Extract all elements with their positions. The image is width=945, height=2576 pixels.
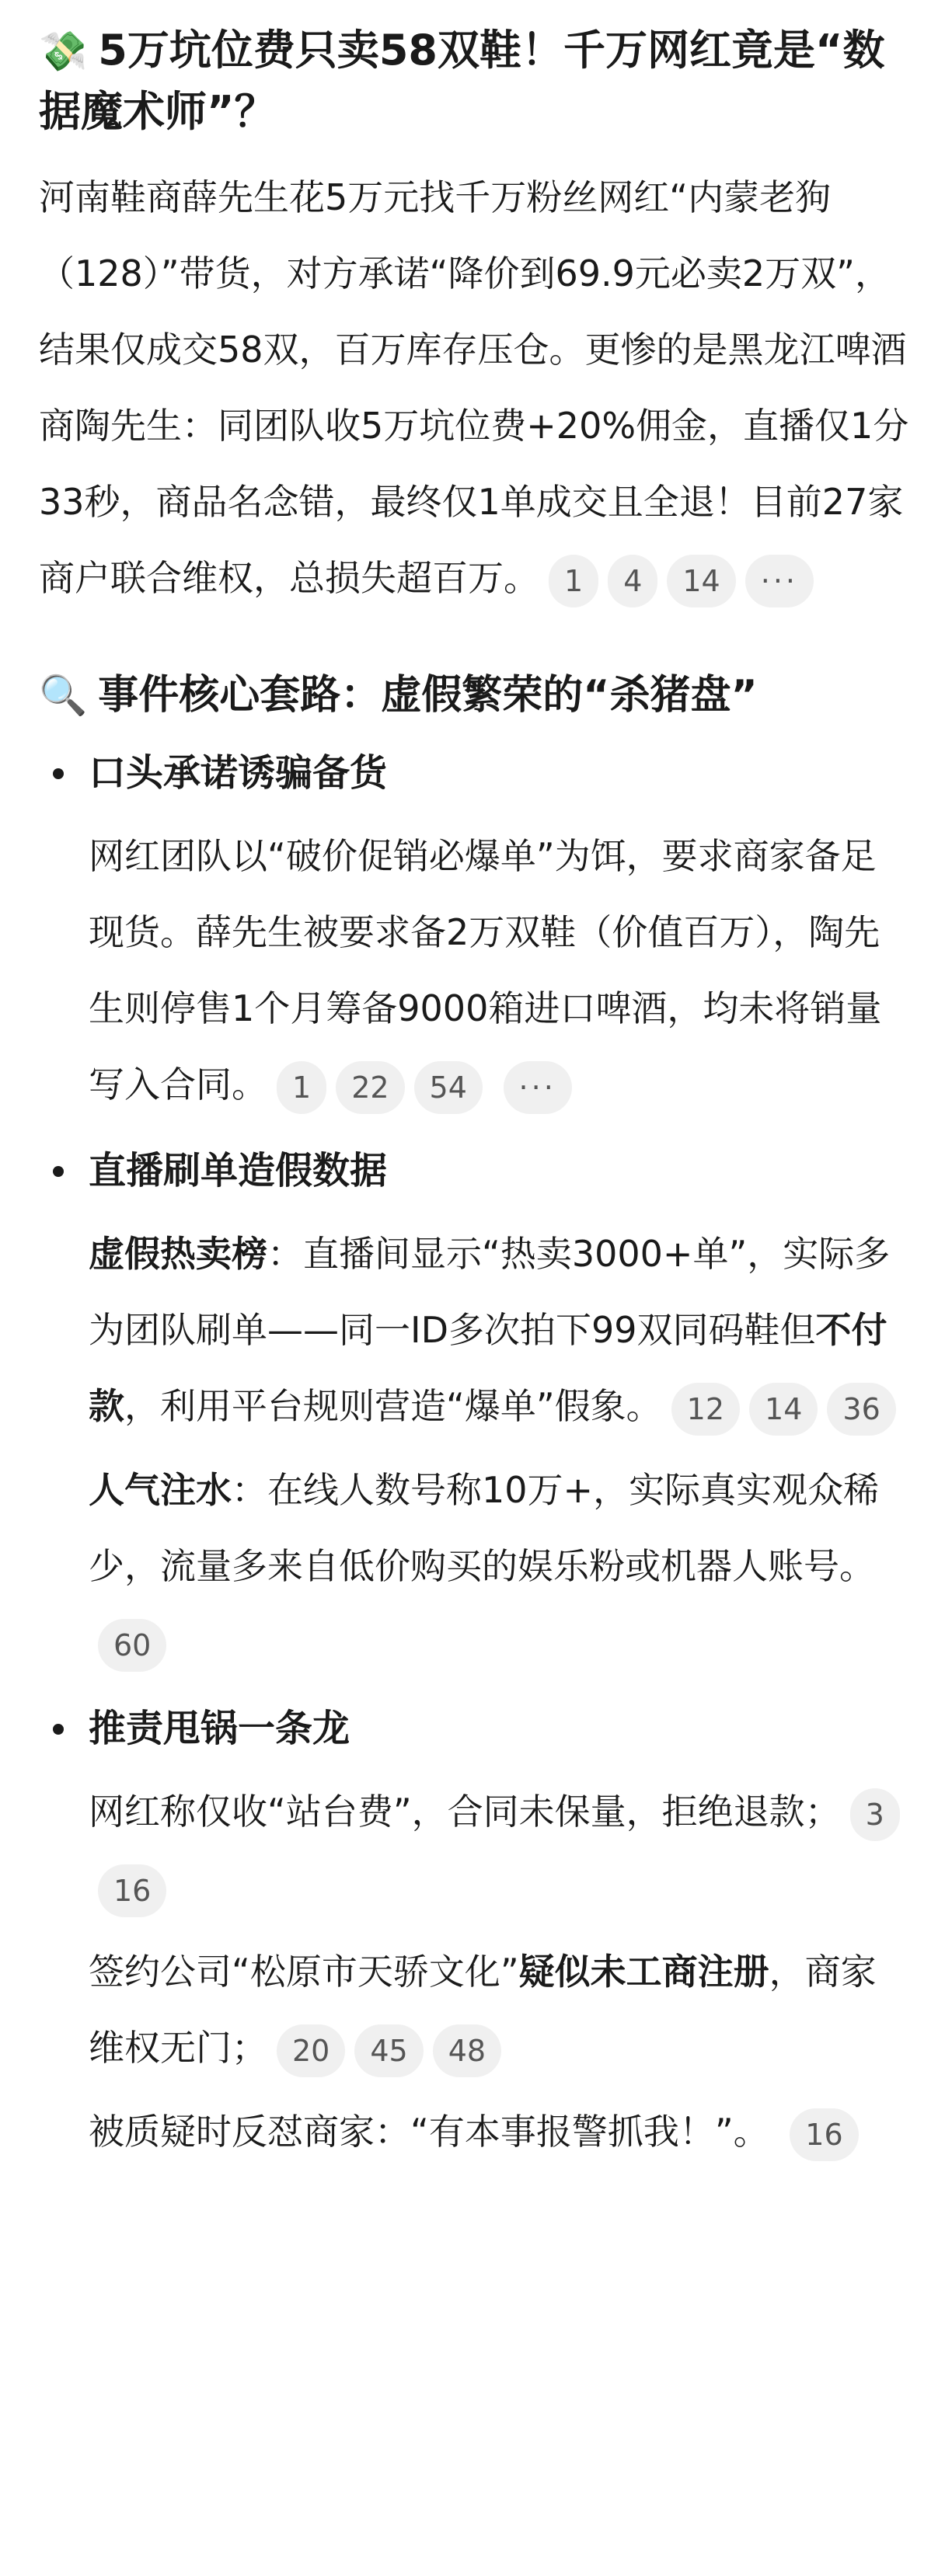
citation-badge[interactable]: 3: [850, 1788, 900, 1841]
paragraph-text: 网红称仅收“站台费”，合同未保量，拒绝退款；: [89, 1791, 841, 1833]
citation-badge[interactable]: 1: [277, 1061, 326, 1114]
topic-paragraph: [89, 1774, 909, 1926]
citation-badge[interactable]: 60: [98, 1619, 166, 1672]
section-heading-text: 事件核心套路：虚假繁荣的“杀猪盘”: [98, 672, 758, 719]
paragraph-text: 网红团队以“破价促销必爆单”为饵，要求商家备足现货。薛先生被要求备2万双鞋（价值百万），陶先生则停售1个月筹备9000箱进口啤酒，均未将销量写入合同。: [89, 835, 882, 1105]
citation-badge[interactable]: 12: [671, 1383, 740, 1436]
topic-paragraph: [89, 818, 909, 1123]
paragraph-text: ：直播间显示“热卖3000+单”，实际多为团队刷单——同一ID多次拍下99双同码鞋但: [89, 1233, 891, 1351]
bold-label: 虚假热卖榜: [89, 1233, 267, 1275]
more-citations-button[interactable]: ···: [745, 555, 814, 607]
paragraph-text: ，利用平台规则营造“爆单”假象。: [124, 1385, 662, 1427]
citation-badge[interactable]: 16: [98, 1864, 166, 1917]
magnifier-icon: 🔍: [39, 673, 88, 718]
topic-paragraph: [89, 1452, 909, 1680]
topic-title: 直播刷单造假数据: [89, 1149, 388, 1192]
citation-badge[interactable]: 36: [827, 1383, 895, 1436]
bold-phrase: 不付款: [89, 1309, 887, 1427]
bold-label: 人气注水: [89, 1469, 232, 1511]
lead-paragraph: [39, 159, 909, 616]
lead-text: 河南鞋商薛先生花5万元找千万粉丝网红“内蒙老狗（128）”带货，对方承诺“降价到69.9元必卖2万双”，结果仅成交58双，百万库存压仓。更惨的是黑龙江啤酒商陶先生：同团队收5万坑位费+20%佣金，直播仅1分33秒，商品名念错，最终仅1单成交且全退！目前27家商户联合维权，总损失超百万。: [39, 176, 909, 599]
bold-phrase: 疑似未工商注册: [518, 1951, 769, 1993]
citation-badge[interactable]: 48: [433, 2024, 501, 2077]
citation-badge[interactable]: 14: [667, 555, 735, 607]
topic-item: [39, 1140, 909, 1680]
topic-paragraph: [89, 1934, 909, 2086]
paragraph-text: 被质疑时反怼商家：“有本事报警抓我！”。: [89, 2111, 769, 2153]
citation-badge[interactable]: 16: [790, 2108, 858, 2161]
citation-badge[interactable]: 4: [608, 555, 657, 607]
paragraph-text: 签约公司“松原市天骄文化”: [89, 1951, 519, 1993]
topic-item: [39, 742, 909, 1123]
citation-badge[interactable]: 1: [549, 555, 598, 607]
topic-title: 口头承诺诱骗备货: [89, 751, 388, 795]
citation-badge[interactable]: 54: [414, 1061, 483, 1114]
paragraph-text: ：在线人数号称10万+，实际真实观众稀少，流量多来自低价购买的娱乐粉或机器人账号。: [89, 1469, 880, 1587]
article-title: [39, 20, 909, 142]
paragraph-text: ，商家维权无门；: [89, 1951, 877, 2069]
more-citations-button[interactable]: ···: [504, 1061, 572, 1114]
citation-badge[interactable]: 22: [336, 1061, 404, 1114]
citation-badge[interactable]: 20: [277, 2024, 345, 2077]
money-wings-icon: 💸: [39, 29, 88, 74]
topic-item: [39, 1697, 909, 2170]
topic-list: [39, 742, 909, 2170]
topic-title: 推责甩锅一条龙: [89, 1707, 350, 1750]
citation-badge[interactable]: 45: [354, 2024, 423, 2077]
citation-badge[interactable]: 14: [749, 1383, 818, 1436]
topic-paragraph: [89, 1216, 909, 1444]
topic-paragraph: [89, 2094, 909, 2170]
section-heading: [39, 664, 909, 726]
title-text: 5万坑位费只卖58双鞋！千万网红竟是“数据魔术师”？: [39, 26, 885, 136]
